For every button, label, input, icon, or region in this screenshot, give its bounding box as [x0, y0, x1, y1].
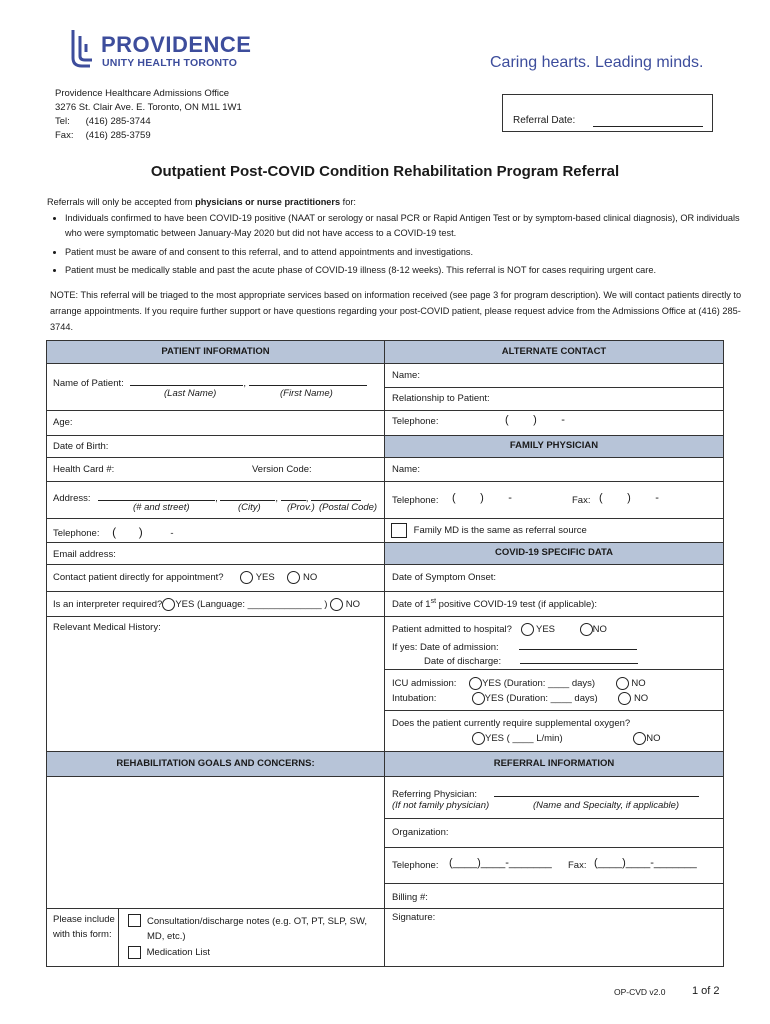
divider: [47, 751, 384, 752]
icu-field: [392, 677, 646, 690]
email-label[interactable]: Email address:: [53, 549, 116, 560]
contact-no-label: NO: [302, 572, 318, 584]
intro-note: NOTE: This referral will be triaged to the most appropriate services based on information received (see page 3 for program description). We will contact patients directly to arrange appointments. If you require further support or have questions regarding your post-COVID patient, please request advice from the Admissions Office at (416) 285-3744.: [50, 289, 742, 332]
office-block: [55, 87, 242, 143]
referral-date-input[interactable]: [593, 115, 703, 127]
divider: [47, 363, 384, 364]
divider: [385, 818, 723, 819]
alternate-relationship-label[interactable]: Relationship to Patient:: [392, 393, 490, 404]
city-hint: (City): [238, 502, 261, 513]
divider: [47, 410, 384, 411]
patient-name-label: Name of Patient:: [53, 378, 124, 389]
page-title: Outpatient Post-COVID Condition Rehabilitation Program Referral: [150, 163, 620, 180]
street-input[interactable]: [98, 489, 215, 501]
logo: [70, 28, 260, 72]
tel-value: (416) 285-3744: [85, 116, 151, 127]
discharge-date-input[interactable]: [520, 652, 638, 664]
alternate-name-label[interactable]: Name:: [392, 370, 420, 381]
icu-no-label: NO: [631, 678, 646, 690]
consult-notes-field: [128, 914, 368, 944]
divider: [47, 591, 384, 592]
referring-physician-field[interactable]: [392, 785, 699, 800]
intubation-label: Intubation:: [392, 693, 437, 705]
divider: [47, 542, 384, 543]
postal-code-input[interactable]: [311, 489, 361, 501]
alternate-contact-header: ALTERNATE CONTACT: [385, 341, 723, 363]
divider: [385, 387, 723, 388]
admitted-label: Patient admitted to hospital?: [392, 624, 512, 636]
name-specialty-hint: (Name and Specialty, if applicable): [533, 800, 680, 811]
province-hint: (Prov.): [287, 502, 315, 513]
referral-telephone-blank[interactable]: (____)____-_______: [449, 857, 552, 869]
oxygen-yes-radio[interactable]: [472, 732, 485, 745]
referral-date-label: Referral Date:: [513, 115, 576, 126]
interpreter-yes-label: YES (Language: ______________ ): [175, 599, 328, 611]
same-as-referral-field: [391, 523, 587, 538]
same-as-referral-label: Family MD is the same as referral source: [413, 525, 587, 537]
medication-list-label: Medication List: [146, 947, 211, 959]
divider: [385, 410, 723, 411]
tagline: Caring hearts. Leading minds.: [490, 54, 704, 71]
admission-date-input[interactable]: [519, 638, 637, 650]
divider: [385, 363, 723, 364]
symptom-onset-label[interactable]: Date of Symptom Onset:: [392, 572, 497, 583]
logo-main-text: PROVIDENCE: [101, 32, 252, 57]
discharge-date-label: Date of discharge:: [424, 656, 502, 667]
patient-telephone-label: Telephone:: [53, 528, 100, 539]
icu-no-radio[interactable]: [616, 677, 629, 690]
city-input[interactable]: [220, 489, 275, 501]
icu-yes-radio[interactable]: [469, 677, 482, 690]
first-positive-label[interactable]: Date of 1st positive COVID-19 test (if applicable):: [392, 598, 598, 611]
medical-history-label[interactable]: Relevant Medical History:: [53, 622, 161, 633]
medication-list-checkbox[interactable]: [128, 946, 141, 959]
divider: [47, 435, 384, 436]
interpreter-no-radio[interactable]: [330, 598, 343, 611]
divider: [385, 883, 723, 884]
patient-name-field[interactable]: Name of Patient: ,: [53, 374, 367, 389]
intubation-yes-label: YES (Duration: ____ days): [484, 693, 598, 705]
divider: [385, 481, 723, 482]
referral-fax-blank[interactable]: (____)____-_______: [594, 857, 697, 869]
address-label: Address:: [53, 493, 91, 504]
physician-telephone-parens: ( ) -: [452, 492, 512, 504]
admission-date-field[interactable]: [392, 638, 637, 653]
patient-info-header: PATIENT INFORMATION: [47, 341, 384, 363]
icu-label: ICU admission:: [392, 678, 457, 690]
oxygen-no-radio[interactable]: [633, 732, 646, 745]
alternate-telephone-parens: ( ) -: [505, 414, 565, 426]
physician-name-label[interactable]: Name:: [392, 464, 420, 475]
oxygen-no-label: NO: [646, 733, 661, 745]
version-code-label[interactable]: Version Code:: [252, 464, 312, 475]
contact-directly-field: [53, 571, 317, 584]
list-item: • Patient must be medically stable and past the acute phase of COVID-19 illness (8-12 weeks). This referral is NOT for cases requiring urgent care.: [65, 263, 752, 279]
version-label: OP-CVD v2.0: [614, 987, 666, 997]
office-address: 3276 St. Clair Ave. E. Toronto, ON M1L 1W1: [55, 102, 242, 113]
divider: [385, 616, 723, 617]
divider: [385, 435, 723, 436]
admitted-field: [392, 623, 607, 636]
contact-yes-radio[interactable]: [240, 571, 253, 584]
divider: [385, 776, 723, 777]
divider: [385, 542, 723, 543]
divider: [385, 847, 723, 848]
interpreter-no-label: NO: [345, 599, 360, 611]
province-input[interactable]: [281, 489, 306, 501]
interpreter-yes-radio[interactable]: [162, 598, 175, 611]
physician-fax-parens: ( ) -: [599, 492, 659, 504]
referral-info-header: REFERRAL INFORMATION: [385, 751, 723, 776]
intro-block: [47, 195, 752, 335]
divider: [385, 591, 723, 592]
age-label[interactable]: Age:: [53, 417, 73, 428]
divider: [118, 908, 119, 967]
same-as-referral-checkbox[interactable]: [391, 523, 407, 538]
divider: [385, 457, 723, 458]
admitted-no-radio[interactable]: [580, 623, 593, 636]
contact-directly-label: Contact patient directly for appointment?: [53, 572, 224, 584]
admission-date-label: If yes: Date of admission:: [392, 642, 499, 653]
divider: [385, 908, 723, 909]
divider: [385, 518, 723, 519]
referral-telephone-label[interactable]: Telephone:: [392, 860, 439, 871]
postal-code-hint: (Postal Code): [319, 502, 378, 513]
divider: [47, 908, 384, 909]
last-name-hint: (Last Name): [164, 388, 217, 399]
divider: [47, 518, 384, 519]
dob-label[interactable]: Date of Birth:: [53, 441, 109, 452]
admitted-no-label: NO: [592, 624, 607, 636]
intubation-no-label: NO: [633, 693, 649, 705]
admitted-yes-label: YES: [536, 624, 556, 636]
logo-sub-text: UNITY HEALTH TORONTO: [102, 57, 238, 69]
street-hint: (# and street): [133, 502, 190, 513]
first-name-hint: (First Name): [280, 388, 333, 399]
health-card-label[interactable]: Health Card #:: [53, 464, 115, 475]
consult-notes-label: Consultation/discharge notes (e.g. OT, PT, SLP, SW, MD, etc.): [147, 916, 368, 942]
consult-notes-checkbox[interactable]: [128, 914, 141, 927]
office-fax: [55, 129, 242, 143]
referral-fax-label[interactable]: Fax:: [568, 860, 587, 871]
list-item: • Patient must be aware of and consent to this referral, and to attend appointments and investigations.: [65, 245, 752, 261]
intro-lead: Referrals will only be accepted from physicians or nurse practitioners for:: [47, 197, 356, 207]
medication-list-field: [128, 946, 210, 959]
patient-telephone-field[interactable]: Telephone: ( ) -: [53, 525, 174, 539]
discharge-date-field[interactable]: [424, 652, 638, 667]
fax-label: Fax:: [55, 130, 74, 141]
rehab-goals-textarea[interactable]: [48, 777, 383, 907]
interpreter-label: Is an interpreter required?: [53, 599, 163, 611]
divider: [385, 564, 723, 565]
divider: [47, 457, 384, 458]
billing-label[interactable]: Billing #:: [392, 892, 428, 903]
organization-label[interactable]: Organization:: [392, 827, 449, 838]
intubation-no-radio[interactable]: [618, 692, 631, 705]
oxygen-yes-label: YES ( ____ L/min): [485, 733, 563, 745]
page-number: 1 of 2: [692, 985, 720, 997]
first-name-input[interactable]: [249, 374, 367, 386]
divider: [385, 710, 723, 711]
intro-bullets: [47, 211, 752, 279]
divider: [385, 751, 723, 752]
providence-logo-icon: [70, 28, 96, 68]
divider: [47, 481, 384, 482]
divider: [47, 616, 384, 617]
divider: [385, 669, 723, 670]
address-field[interactable]: Address: , , ,: [53, 489, 361, 504]
office-tel: [55, 115, 242, 129]
please-include-label: Please include with this form:: [53, 914, 115, 940]
referral-date-box[interactable]: [502, 94, 713, 132]
divider: [47, 564, 384, 565]
alternate-telephone-label[interactable]: Telephone:: [392, 416, 439, 427]
if-not-family-hint: (If not family physician): [392, 800, 490, 811]
referring-physician-label: Referring Physician:: [392, 789, 478, 800]
referring-physician-input[interactable]: [494, 785, 699, 797]
intubation-yes-radio[interactable]: [472, 692, 485, 705]
signature-label[interactable]: Signature:: [392, 912, 436, 923]
office-name: Providence Healthcare Admissions Office: [55, 88, 230, 99]
oxygen-field: [472, 732, 661, 745]
contact-yes-label: YES: [255, 572, 275, 584]
physician-fax-label[interactable]: Fax:: [572, 495, 591, 506]
list-item: • Individuals confirmed to have been COVID-19 positive (NAAT or serology or nasal PCR or Rapid Antigen Test or by symptom-based clinical diagnosis), OR individuals who were symptomatic between January-May 2020 but did not have access to a COVID-19 test.: [65, 211, 752, 242]
admitted-yes-radio[interactable]: [521, 623, 534, 636]
rehab-goals-header: REHABILITATION GOALS AND CONCERNS:: [47, 751, 384, 776]
interpreter-field: [53, 598, 360, 611]
family-physician-header: FAMILY PHYSICIAN: [385, 435, 723, 457]
oxygen-question: Does the patient currently require supplemental oxygen?: [392, 718, 631, 729]
tel-label: Tel:: [55, 116, 70, 127]
icu-yes-label: YES (Duration: ____ days): [482, 678, 596, 690]
covid-data-header: COVID-19 SPECIFIC DATA: [385, 542, 723, 564]
last-name-input[interactable]: [130, 374, 243, 386]
fax-value: (416) 285-3759: [85, 130, 151, 141]
intubation-field: [392, 692, 648, 705]
physician-telephone-label[interactable]: Telephone:: [392, 495, 439, 506]
contact-no-radio[interactable]: [287, 571, 300, 584]
